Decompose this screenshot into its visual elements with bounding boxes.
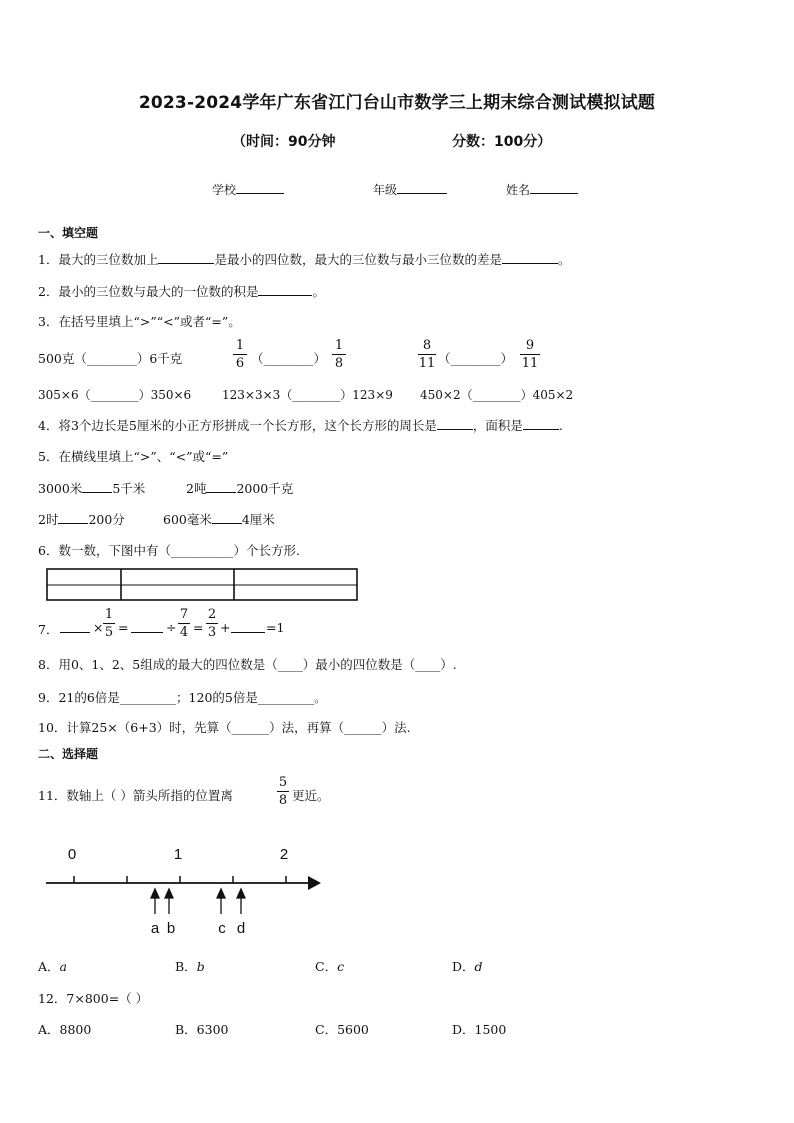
rectangles-figure (46, 568, 360, 602)
q3-fraction-1: 1 6 (233, 338, 247, 371)
question-11-a: 11．数轴上（ ）箭头所指的位置离 (38, 788, 233, 803)
q3-fraction-4: 9 11 (521, 338, 539, 371)
q12-option-c[interactable]: C．5600 (315, 1022, 369, 1037)
q7-plus: + (220, 620, 231, 635)
question-9: 9．21的6倍是_________；120的5倍是_________。 (38, 690, 327, 705)
school-field (212, 181, 284, 198)
question-6: 6．数一数，下图中有（__________）个长方形. (38, 543, 300, 558)
question-7-label: 7． (38, 622, 59, 637)
q11-option-b[interactable]: B．b (175, 959, 205, 974)
question-8: 8．用0、1、2、5组成的最大的四位数是（____）最小的四位数是（____）. (38, 657, 457, 672)
q7-times: × (93, 620, 104, 635)
q11-option-a[interactable]: A．a (38, 959, 67, 974)
question-10: 10．计算25×（6+3）时，先算（______）法，再算（______）法. (38, 720, 411, 735)
question-5-stem: 5．在横线里填上“>”、“<”或“=” (38, 449, 229, 464)
q3-compare-1: 500克（________）6千克 (38, 351, 183, 366)
q5-row-3: 2时 200分 (38, 512, 125, 527)
section-fill-blank: 一、填空题 (38, 226, 99, 240)
arrow-label-b: b (166, 920, 176, 937)
q7-equals-1: = (118, 620, 129, 635)
section-choice: 二、选择题 (38, 747, 99, 761)
q5-row-4: 600毫米 4厘米 (163, 512, 275, 527)
axis-label-2: 2 (279, 846, 289, 863)
q7-fraction-3: 2 3 (207, 607, 217, 640)
q3-compare-5: 123×3×3（________）123×9 (222, 388, 393, 402)
grade-label: 年级 (373, 183, 398, 197)
q3-fraction-2: 1 8 (332, 338, 346, 371)
exam-time: （时间：90分钟 (232, 134, 336, 150)
name-label: 姓名 (506, 183, 531, 197)
q3-fraction-3: 8 11 (418, 338, 436, 371)
exam-score: 分数：100分） (452, 134, 552, 150)
q11-option-c[interactable]: C．c (315, 959, 345, 974)
q7-divide: ÷ (166, 620, 177, 635)
q3-compare-4: 305×6（________）350×6 (38, 388, 192, 402)
question-2: 2．最小的三位数与最大的一位数的积是 。 (38, 284, 325, 299)
q11-fraction: 5 8 (278, 775, 288, 808)
name-field (506, 181, 578, 198)
axis-label-0: 0 (67, 846, 77, 863)
school-label: 学校 (212, 183, 237, 197)
q3-compare-6: 450×2（________）405×2 (420, 388, 574, 402)
q5-row-2: 2吨 2000千克 (186, 481, 294, 496)
question-11-b: 更近。 (292, 788, 330, 803)
q7-equals-3: =1 (266, 620, 285, 635)
axis-label-1: 1 (173, 846, 183, 863)
page-title: 2023-2024学年广东省江门台山市数学三上期末综合测试模拟试题 (138, 93, 656, 113)
question-12: 12．7×800=（ ） (38, 991, 149, 1006)
q12-option-d[interactable]: D．1500 (452, 1022, 507, 1037)
arrow-label-d: d (236, 920, 246, 937)
grade-field (373, 181, 447, 198)
q7-blank-3 (231, 620, 265, 633)
q7-equals-2: = (193, 620, 204, 635)
q12-option-b[interactable]: B．6300 (175, 1022, 229, 1037)
q7-blank-1 (60, 620, 90, 633)
q7-blank-2 (131, 620, 163, 633)
q12-option-a[interactable]: A．8800 (38, 1022, 92, 1037)
q5-row-1: 3000米 5千米 (38, 481, 146, 496)
question-3-stem: 3．在括号里填上“>”“<”或者“=”。 (38, 314, 241, 329)
q7-fraction-2: 7 4 (179, 607, 189, 640)
arrow-label-a: a (150, 920, 160, 937)
q3-blank-2: （________） (251, 351, 327, 366)
number-line-figure (40, 842, 330, 942)
q3-blank-3: （________） (438, 351, 514, 366)
question-1: 1．最大的三位数加上 是最小的四位数，最大的三位数与最小三位数的差是 。 (38, 252, 571, 267)
question-4: 4．将3个边长是5厘米的小正方形拼成一个长方形，这个长方形的周长是 ，面积是 . (38, 418, 563, 433)
q7-fraction-1: 1 5 (104, 607, 114, 640)
arrow-label-c: c (218, 920, 226, 937)
q11-option-d[interactable]: D．d (452, 959, 483, 974)
